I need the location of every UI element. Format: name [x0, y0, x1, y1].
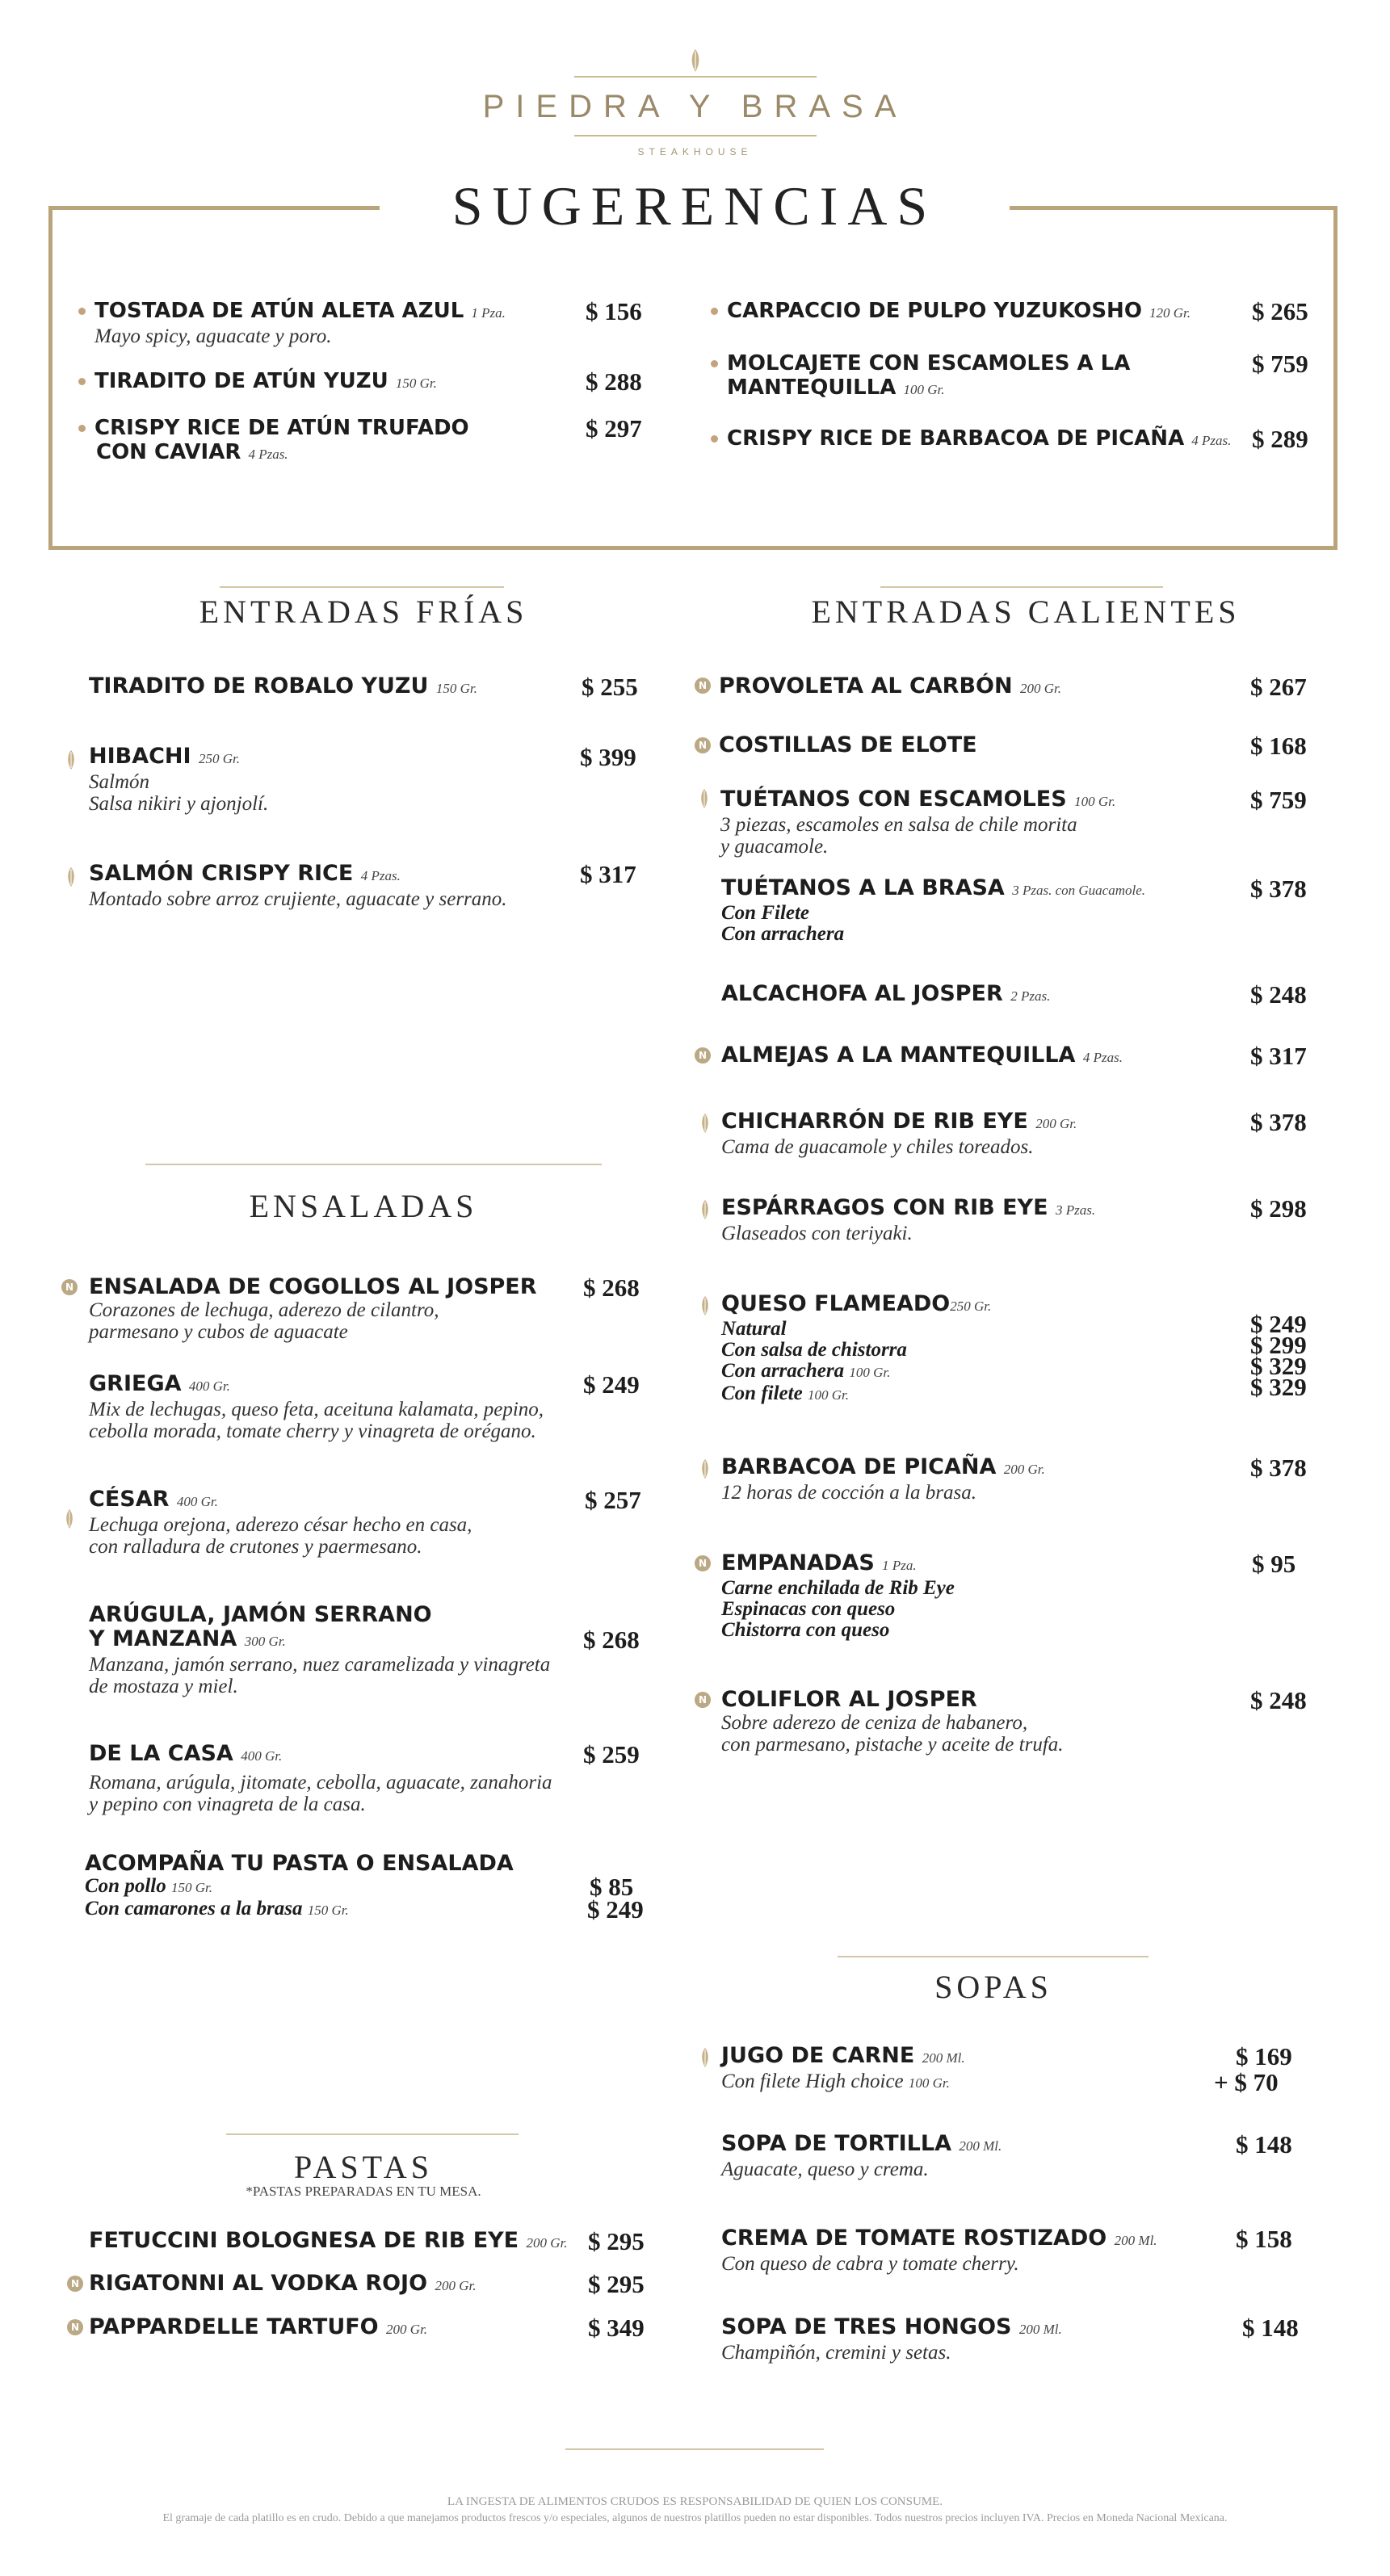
item-name: FETUCCINI BOLOGNESA DE RIB EYE	[89, 2228, 519, 2253]
item-price: $ 255	[582, 673, 638, 701]
pastas-note: *PASTAS PREPARADAS EN TU MESA.	[246, 2184, 481, 2199]
item-name-line2: CON CAVIAR	[96, 440, 241, 464]
item-desc: Mix de lechugas, queso feta, aceituna kalamata, pepino,	[89, 1399, 544, 1420]
n-badge-icon: N	[67, 2319, 83, 2335]
item-size: 300 Gr.	[244, 1634, 286, 1649]
divider	[220, 586, 504, 588]
item-price: $ 378	[1250, 1108, 1307, 1136]
item-name: SALMÓN CRISPY RICE	[89, 861, 354, 886]
item-desc: con parmesano, pistache y aceite de trufa.	[721, 1734, 1064, 1756]
item-name: TOSTADA DE ATÚN ALETA AZUL	[94, 299, 464, 323]
menu-item	[719, 733, 977, 757]
item-desc: cebolla morada, tomate cherry y vinagreta de orégano.	[89, 1420, 536, 1442]
item-price: $ 168	[1250, 732, 1307, 760]
item-price: $ 265	[1252, 297, 1308, 325]
bullet-icon	[711, 308, 718, 315]
addon-name: ACOMPAÑA TU PASTA O ENSALADA	[85, 1851, 514, 1876]
menu-item	[719, 674, 1061, 701]
item-name: COLIFLOR AL JOSPER	[721, 1687, 977, 1712]
item-desc: Manzana, jamón serrano, nuez caramelizada y vinagreta	[89, 1654, 551, 1676]
pastas-title: PASTAS	[293, 2149, 434, 2185]
n-badge-icon: N	[695, 1555, 711, 1571]
menu-item	[94, 369, 437, 396]
item-desc: Mayo spicy, aguacate y poro.	[94, 325, 332, 347]
menu-item	[727, 426, 1231, 453]
menu-item	[727, 351, 1130, 402]
item-size: 200 Ml.	[959, 2138, 1002, 2154]
item-size: 150 Gr.	[170, 1880, 212, 1895]
n-badge-icon: N	[67, 2276, 83, 2292]
item-name: ALMEJAS A LA MANTEQUILLA	[721, 1043, 1076, 1068]
item-price: $ 329	[1250, 1373, 1307, 1401]
item-size: 200 Gr.	[1019, 681, 1061, 696]
sopas-title: SOPAS	[934, 1969, 1052, 2005]
item-name: SOPA DE TRES HONGOS	[721, 2314, 1012, 2339]
brand-logo	[0, 48, 1390, 157]
item-option: Con filete	[721, 1382, 803, 1404]
menu-item	[721, 2044, 965, 2094]
menu-item	[89, 862, 507, 910]
item-size: 200 Gr.	[526, 2235, 568, 2251]
menu-item	[721, 2132, 1002, 2180]
item-option: Con Filete	[721, 902, 810, 924]
item-desc: 3 piezas, escamoles en salsa de chile morita	[720, 814, 1077, 836]
item-price: $ 317	[1250, 1042, 1307, 1070]
menu-item	[721, 2226, 1157, 2275]
item-name: CARPACCIO DE PULPO YUZUKOSHO	[727, 299, 1142, 323]
item-size: 3 Pzas. con Guacamole.	[1012, 883, 1145, 898]
item-desc: Con filete High choice	[721, 2070, 904, 2092]
bullet-icon	[78, 425, 86, 432]
bullet-icon	[711, 435, 718, 443]
item-option: Con salsa de chistorra	[721, 1339, 907, 1361]
brand-subtitle: STEAKHOUSE	[637, 146, 753, 157]
item-desc: Montado sobre arroz crujiente, aguacate y serrano.	[89, 888, 507, 910]
item-size: 200 Gr.	[1035, 1116, 1077, 1131]
footer-note: El gramaje de cada platillo es en crudo. Debido a que manejamos productos frescos y/o especiales, algunos de nuestros platillos pueden no estar disponibles. Todos nuestros precios incluyen IVA. Precios en Moneda Nacional Mexicana.	[162, 2512, 1228, 2524]
item-price: $ 148	[1242, 2314, 1299, 2342]
chef-leaf-icon	[700, 1199, 710, 1220]
item-price: $ 295	[588, 2227, 645, 2255]
item-size: 1 Pza.	[882, 1558, 917, 1573]
item-size: 100 Gr.	[903, 382, 945, 397]
item-desc: y guacamole.	[720, 836, 829, 858]
bullet-icon	[78, 308, 86, 315]
menu-item	[721, 1688, 1064, 1756]
item-desc: de mostaza y miel.	[89, 1676, 238, 1697]
divider	[226, 2133, 519, 2135]
chef-leaf-icon	[66, 866, 76, 887]
item-price: $ 268	[583, 1273, 640, 1302]
item-desc: parmesano y cubos de aguacate	[89, 1321, 348, 1343]
menu-item	[89, 1742, 552, 1815]
divider	[880, 586, 1163, 588]
item-size: 1 Pza.	[471, 305, 506, 321]
addon-price: $ 249	[587, 1895, 644, 1924]
footer-disclaimer: LA INGESTA DE ALIMENTOS CRUDOS ES RESPONSABILIDAD DE QUIEN LOS CONSUME.	[447, 2495, 943, 2508]
item-option: Carne enchilada de Rib Eye	[721, 1577, 955, 1599]
n-badge-icon: N	[695, 737, 711, 753]
item-name: JUGO DE CARNE	[721, 2043, 915, 2068]
item-size: 400 Gr.	[188, 1378, 230, 1394]
menu-item	[89, 1275, 537, 1343]
chef-leaf-icon	[700, 1458, 710, 1479]
menu-item	[721, 1043, 1123, 1070]
menu-item	[89, 2229, 568, 2255]
item-name-line2: MANTEQUILLA	[727, 375, 897, 400]
item-desc: Aguacate, queso y crema.	[721, 2159, 929, 2180]
item-name: DE LA CASA	[89, 1741, 233, 1766]
n-badge-icon: N	[61, 1279, 78, 1295]
n-badge-icon: N	[695, 1692, 711, 1708]
item-name: MOLCAJETE CON ESCAMOLES A LA	[727, 351, 1131, 375]
item-price: $ 169	[1236, 2042, 1292, 2070]
item-option: Espinacas con queso	[721, 1598, 896, 1620]
item-option: Con arrachera	[721, 923, 845, 945]
ensaladas-title: ENSALADAS	[249, 1188, 478, 1224]
menu-item	[721, 1455, 1045, 1504]
item-desc: con ralladura de crutones y paermesano.	[89, 1536, 422, 1558]
item-size: 2 Pzas.	[1010, 988, 1051, 1004]
item-size: 100 Gr.	[1074, 794, 1116, 809]
menu-item	[89, 2315, 427, 2342]
item-desc: Corazones de lechuga, aderezo de cilantro,	[89, 1299, 439, 1321]
item-price: $ 295	[588, 2270, 645, 2298]
item-name: CRISPY RICE DE BARBACOA DE PICAÑA	[727, 426, 1185, 451]
footer	[0, 2495, 1390, 2525]
item-name: TUÉTANOS A LA BRASA	[721, 875, 1005, 900]
item-desc: Champiñón, cremini y setas.	[721, 2342, 951, 2364]
item-size: 400 Gr.	[241, 1748, 283, 1764]
item-price: $ 378	[1250, 875, 1307, 903]
menu-item	[721, 1292, 991, 1406]
item-name: RIGATONNI AL VODKA ROJO	[89, 2271, 428, 2296]
chef-leaf-icon	[699, 788, 709, 809]
item-size: 200 Gr.	[386, 2322, 428, 2337]
item-size: 200 Ml.	[1018, 2322, 1062, 2337]
item-name: CRISPY RICE DE ATÚN TRUFADO	[94, 416, 469, 440]
item-name: BARBACOA DE PICAÑA	[721, 1454, 997, 1479]
menu-item	[721, 982, 1050, 1009]
menu-item	[721, 2315, 1062, 2364]
addon-option: Con pollo	[85, 1875, 166, 1897]
sugerencias-title: SUGERENCIAS	[380, 171, 1010, 241]
item-name: COSTILLAS DE ELOTE	[719, 732, 977, 757]
item-desc: 12 horas de cocción a la brasa.	[721, 1482, 976, 1504]
addon-price: $ 85	[590, 1873, 634, 1901]
item-price: $ 288	[586, 367, 642, 396]
item-size: 4 Pzas.	[1082, 1050, 1123, 1065]
item-price: $ 268	[583, 1626, 640, 1654]
item-name: ENSALADA DE COGOLLOS AL JOSPER	[89, 1274, 537, 1299]
item-size: 100 Gr.	[908, 2075, 950, 2091]
item-desc: Lechuga orejona, aderezo césar hecho en casa,	[89, 1514, 472, 1536]
menu-item	[89, 745, 268, 815]
item-price: $ 259	[583, 1740, 640, 1768]
item-size: 4 Pzas.	[360, 868, 401, 883]
item-name: GRIEGA	[89, 1371, 182, 1396]
chef-leaf-icon	[65, 1508, 74, 1529]
item-size: 200 Gr.	[435, 2278, 477, 2293]
menu-item	[89, 2272, 476, 2298]
menu-item	[720, 787, 1115, 858]
item-price: $ 257	[585, 1486, 641, 1514]
item-name-line2: Y MANZANA	[89, 1626, 237, 1651]
item-desc: Salmón	[89, 771, 149, 793]
logo-line-bottom	[574, 135, 817, 136]
item-name: CREMA DE TOMATE ROSTIZADO	[721, 2226, 1107, 2251]
item-price: $ 148	[1236, 2130, 1292, 2159]
menu-item	[721, 876, 1145, 945]
item-size: 200 Gr.	[1003, 1462, 1045, 1477]
addon-option: Con camarones a la brasa	[85, 1898, 303, 1919]
item-name: ESPÁRRAGOS CON RIB EYE	[721, 1195, 1048, 1220]
menu-item	[94, 416, 469, 467]
item-size: 150 Gr.	[307, 1903, 349, 1918]
item-name: EMPANADAS	[721, 1550, 875, 1575]
item-name: CÉSAR	[89, 1487, 170, 1512]
item-option: Chistorra con queso	[721, 1619, 890, 1641]
item-price: $ 297	[586, 414, 642, 443]
item-size: 120 Gr.	[1149, 305, 1191, 321]
item-price: $ 399	[580, 743, 636, 771]
menu-item	[721, 1551, 955, 1641]
menu-item	[89, 674, 477, 701]
item-size: 250 Gr.	[198, 751, 240, 766]
n-badge-icon: N	[695, 1047, 711, 1064]
divider	[565, 2448, 824, 2450]
chef-leaf-icon	[700, 1113, 710, 1134]
item-desc: Cama de guacamole y chiles toreados.	[721, 1136, 1034, 1158]
item-extra-price: + $ 70	[1214, 2068, 1279, 2096]
chef-leaf-icon	[700, 1295, 710, 1316]
flame-icon	[690, 48, 701, 73]
addon-item	[85, 1852, 514, 1921]
menu-item	[89, 1603, 550, 1697]
item-name: PROVOLETA AL CARBÓN	[719, 673, 1013, 699]
item-name: TIRADITO DE ROBALO YUZU	[89, 673, 429, 699]
item-price: $ 158	[1236, 2225, 1292, 2253]
divider	[838, 1956, 1149, 1957]
item-price: $ 267	[1250, 673, 1307, 701]
item-price: $ 248	[1250, 980, 1307, 1009]
chef-leaf-icon	[66, 749, 76, 770]
item-name: ALCACHOFA AL JOSPER	[721, 981, 1003, 1006]
menu-item	[721, 1196, 1095, 1244]
item-desc: Salsa nikiri y ajonjolí.	[89, 793, 269, 815]
item-option: Natural	[721, 1318, 787, 1340]
item-desc: y pepino con vinagreta de la casa.	[89, 1794, 366, 1815]
item-price: $ 329	[1250, 1352, 1307, 1380]
item-price: $ 156	[586, 297, 642, 325]
item-name: TIRADITO DE ATÚN YUZU	[94, 369, 388, 393]
item-size: 4 Pzas.	[248, 447, 288, 462]
item-name: SOPA DE TORTILLA	[721, 2131, 951, 2156]
item-price: $ 759	[1250, 786, 1307, 814]
menu-item	[89, 1372, 544, 1442]
item-size: 200 Ml.	[922, 2050, 965, 2066]
bullet-icon	[78, 378, 86, 385]
item-name: CHICHARRÓN DE RIB EYE	[721, 1109, 1028, 1134]
item-size: 150 Gr.	[395, 375, 437, 391]
item-price: $ 248	[1250, 1686, 1307, 1714]
item-name: TUÉTANOS CON ESCAMOLES	[720, 787, 1067, 812]
item-name: PAPPARDELLE TARTUFO	[89, 2314, 379, 2339]
item-name: ARÚGULA, JAMÓN SERRANO	[89, 1602, 432, 1627]
item-size: 200 Ml.	[1114, 2233, 1157, 2248]
brand-name: PIEDRA Y BRASA	[482, 89, 908, 124]
item-price: $ 298	[1250, 1194, 1307, 1223]
item-desc: Con queso de cabra y tomate cherry.	[721, 2253, 1019, 2275]
item-price: $ 289	[1252, 425, 1308, 453]
item-size: 4 Pzas.	[1191, 433, 1232, 448]
item-price: $ 299	[1250, 1331, 1307, 1359]
item-desc: Sobre aderezo de ceniza de habanero,	[721, 1712, 1028, 1734]
item-desc: Romana, arúgula, jitomate, cebolla, aguacate, zanahoria	[89, 1772, 552, 1794]
menu-item	[89, 1487, 472, 1558]
item-name: QUESO FLAMEADO	[721, 1291, 951, 1316]
item-size: 250 Gr.	[950, 1298, 992, 1314]
entradas-calientes-title: ENTRADAS CALIENTES	[811, 594, 1241, 630]
item-desc: Glaseados con teriyaki.	[721, 1223, 913, 1244]
item-price: $ 249	[583, 1370, 640, 1399]
item-name: HIBACHI	[89, 744, 191, 769]
chef-leaf-icon	[700, 2047, 710, 2068]
bullet-icon	[711, 360, 718, 367]
menu-item	[94, 299, 506, 347]
menu-item	[721, 1110, 1077, 1158]
item-price: $ 249	[1250, 1310, 1307, 1338]
item-size: 3 Pzas.	[1055, 1202, 1096, 1218]
item-price: $ 349	[588, 2314, 645, 2342]
item-size: 150 Gr.	[435, 681, 477, 696]
item-size: 100 Gr.	[807, 1387, 849, 1403]
item-price: $ 95	[1252, 1550, 1296, 1578]
divider	[145, 1164, 602, 1165]
item-price: $ 378	[1250, 1454, 1307, 1482]
entradas-frias-title: ENTRADAS FRÍAS	[199, 594, 528, 630]
logo-line-top	[574, 76, 817, 78]
item-size: 400 Gr.	[176, 1494, 218, 1509]
n-badge-icon: N	[695, 678, 711, 694]
item-size: 100 Gr.	[849, 1365, 891, 1380]
menu-item	[727, 299, 1191, 325]
item-price: $ 759	[1252, 350, 1308, 378]
item-option: Con arrachera	[721, 1360, 845, 1382]
item-price: $ 317	[580, 860, 636, 888]
